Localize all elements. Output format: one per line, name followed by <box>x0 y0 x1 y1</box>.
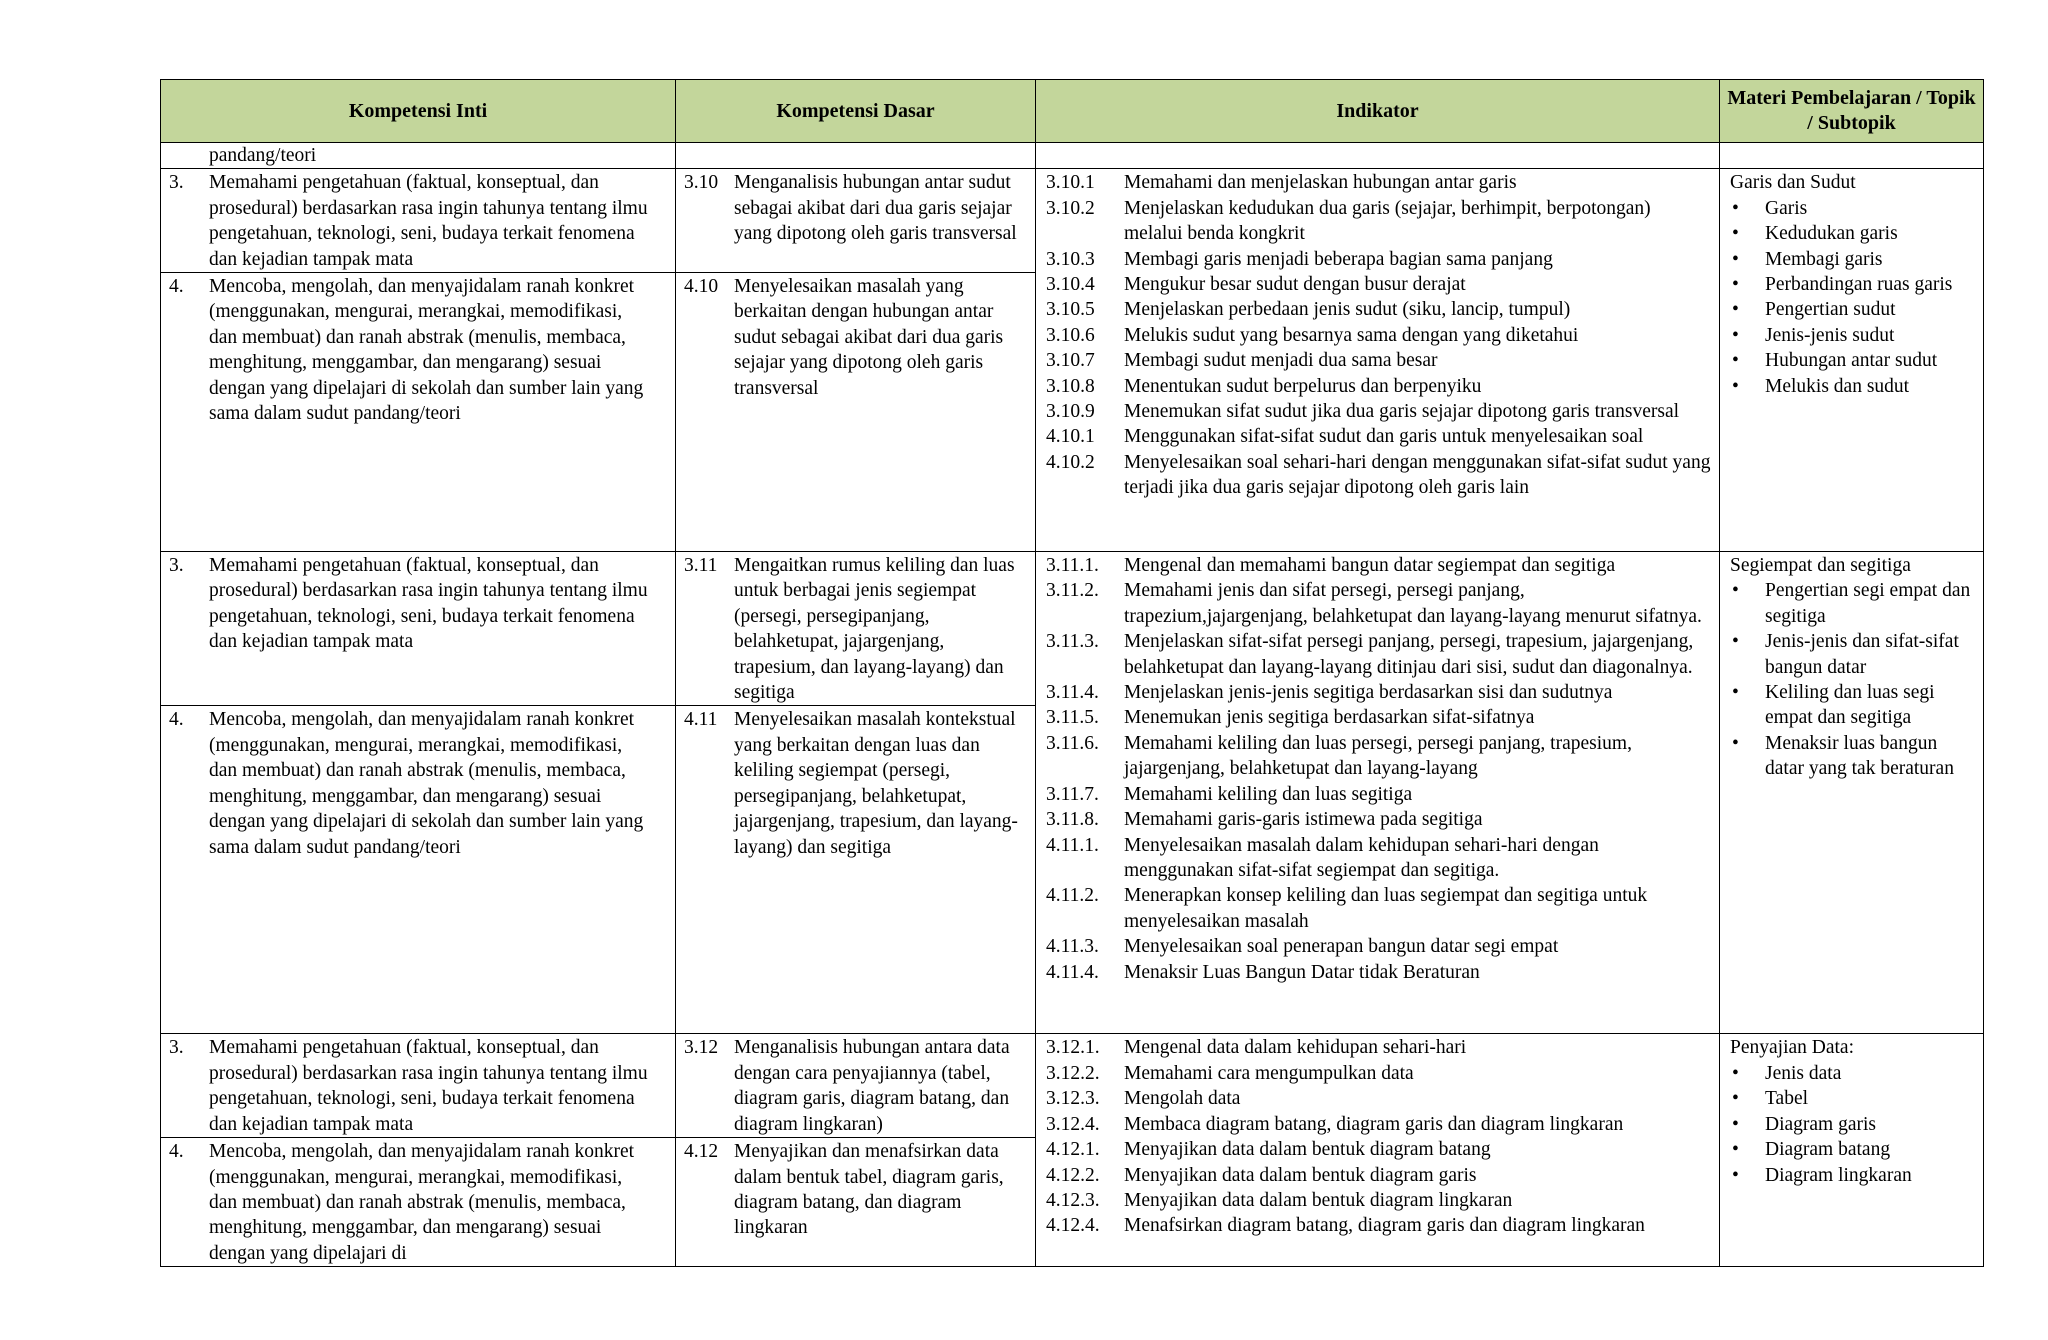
bullet-icon: • <box>1732 274 1739 296</box>
indikator-list <box>1036 169 1719 500</box>
indikator-number: 3.10.1 <box>1046 172 1095 194</box>
indikator-item <box>1046 1112 1713 1137</box>
indikator-text: Menggunakan sifat-sifat sudut dan garis untuk menyelesaikan soal <box>1124 426 1644 448</box>
list-item <box>1730 272 1977 297</box>
indikator-item <box>1046 553 1713 578</box>
indikator-number: 4.11.3. <box>1046 936 1099 958</box>
materi-item-text: Pengertian sudut <box>1765 299 1896 321</box>
kd-cell: 3.12 Menganalisis hubungan antara data dengan cara penyajiannya (tabel, diagram garis, diagram batang, dan diagram lingkaran) <box>684 1037 1010 1135</box>
indikator-text: Menemukan sifat sudut jika dua garis sejajar dipotong garis transversal <box>1124 401 1680 423</box>
materi-cell <box>1720 169 1983 399</box>
ki3-cell: 3. Memahami pengetahuan (faktual, konseptual, dan prosedural) berdasarkan rasa ingin tahunya tentang ilmu pengetahuan, teknologi, seni, budaya terkait fenomena dan kejadian tampak mata <box>169 1037 648 1135</box>
indikator-item <box>1046 705 1713 730</box>
list-item <box>1730 578 1977 629</box>
indikator-text: Menyajikan data dalam bentuk diagram batang <box>1124 1139 1491 1161</box>
indikator-number: 4.10.1 <box>1046 426 1095 448</box>
indikator-text: Memahami garis-garis istimewa pada segitiga <box>1124 809 1483 831</box>
materi-item-text: Jenis data <box>1765 1062 1842 1084</box>
indikator-number: 3.10.4 <box>1046 274 1095 296</box>
materi-item-text: Diagram lingkaran <box>1765 1164 1912 1186</box>
indikator-text: Menyajikan data dalam bentuk diagram garis <box>1124 1164 1477 1186</box>
indikator-number: 3.11.8. <box>1046 809 1099 831</box>
indikator-item <box>1046 578 1713 629</box>
list-item <box>1730 348 1977 373</box>
list-item <box>1730 629 1977 680</box>
indikator-number: 3.12.4. <box>1046 1113 1100 1135</box>
indikator-text: Menentukan sudut berpelurus dan berpenyiku <box>1124 375 1482 397</box>
indikator-text: Menemukan jenis segitiga berdasarkan sifat-sifatnya <box>1124 707 1535 729</box>
materi-item-text: Jenis-jenis dan sifat-sifat bangun datar <box>1765 631 1959 678</box>
indikator-item <box>1046 297 1713 322</box>
bullet-icon: • <box>1732 631 1739 653</box>
indikator-number: 3.10.2 <box>1046 197 1095 219</box>
list-item <box>1730 297 1977 322</box>
indikator-list <box>1036 1034 1719 1238</box>
materi-item-text: Diagram batang <box>1765 1139 1891 1161</box>
indikator-item <box>1046 680 1713 705</box>
materi-item-text: Garis <box>1765 197 1808 219</box>
list-item <box>1730 1061 1977 1086</box>
materi-item-text: Hubungan antar sudut <box>1765 350 1938 372</box>
materi-item-text: Keliling dan luas segi empat dan segitiga <box>1765 682 1935 729</box>
bullet-icon: • <box>1732 324 1739 346</box>
indikator-item <box>1046 170 1713 195</box>
bullet-icon: • <box>1732 1139 1739 1161</box>
indikator-item <box>1046 348 1713 373</box>
indikator-text: Membagi garis menjadi beberapa bagian sama panjang <box>1124 248 1553 270</box>
indikator-number: 3.11.5. <box>1046 707 1099 729</box>
ki4-cell: 4. Mencoba, mengolah, dan menyajidalam ranah konkret (menggunakan, mengurai, merangkai, memodifikasi, dan membuat) dan ranah abstrak (menulis, membaca, menghitung, menggambar, dan mengarang) sesuai dengan yang dipelajari di <box>169 1141 635 1264</box>
indikator-text: Memahami dan menjelaskan hubungan antar garis <box>1124 172 1517 194</box>
competency-table <box>160 79 1984 1267</box>
indikator-text: Melukis sudut yang besarnya sama dengan yang diketahui <box>1124 324 1579 346</box>
indikator-list <box>1036 552 1719 985</box>
indikator-item <box>1046 883 1713 934</box>
indikator-number: 4.12.2. <box>1046 1164 1100 1186</box>
indikator-text: Memahami jenis dan sifat persegi, persegi panjang, trapezium,jajargenjang, belahketupat dan layang-layang menurut sifatnya. <box>1124 580 1702 627</box>
table-row <box>161 1034 1984 1138</box>
indikator-item <box>1046 1137 1713 1162</box>
materi-item-text: Melukis dan sudut <box>1765 375 1910 397</box>
materi-item-text: Diagram garis <box>1765 1113 1877 1135</box>
indikator-item <box>1046 424 1713 449</box>
list-item <box>1730 323 1977 348</box>
bullet-icon: • <box>1732 248 1739 270</box>
indikator-item <box>1046 1188 1713 1213</box>
indikator-text: Memahami keliling dan luas persegi, persegi panjang, trapesium, jajargenjang, belahketupat dan layang-layang <box>1124 732 1632 780</box>
bullet-icon: • <box>1732 1062 1739 1084</box>
header-row <box>161 80 1984 143</box>
header-kompetensi-inti: Kompetensi Inti <box>161 80 676 143</box>
list-item <box>1730 374 1977 399</box>
bullet-icon: • <box>1732 299 1739 321</box>
continuation-row <box>161 143 1984 169</box>
indikator-number: 3.10.5 <box>1046 299 1095 321</box>
indikator-number: 3.11.4. <box>1046 682 1099 704</box>
bullet-icon: • <box>1732 682 1739 704</box>
indikator-text: Memahami cara mengumpulkan data <box>1124 1062 1414 1084</box>
table-row <box>161 552 1984 706</box>
indikator-item <box>1046 833 1713 884</box>
kd-cell: 3.10 Menganalisis hubungan antar sudut sebagai akibat dari dua garis sejajar yang dipotong oleh garis transversal <box>684 172 1017 245</box>
header-indikator: Indikator <box>1036 80 1720 143</box>
materi-list <box>1730 196 1977 399</box>
indikator-item <box>1046 782 1713 807</box>
materi-item-text: Membagi garis <box>1765 248 1883 270</box>
indikator-text: Menjelaskan kedudukan dua garis (sejajar, berhimpit, berpotongan) melalui benda kongkrit <box>1124 197 1651 245</box>
indikator-text: Menjelaskan perbedaan jenis sudut (siku, lancip, tumpul) <box>1124 299 1571 321</box>
indikator-text: Mengenal data dalam kehidupan sehari-hari <box>1124 1037 1467 1059</box>
indikator-item <box>1046 374 1713 399</box>
bullet-icon: • <box>1732 197 1739 219</box>
indikator-item <box>1046 731 1713 782</box>
indikator-number: 4.11.2. <box>1046 885 1099 907</box>
ki3-cell: 3. Memahami pengetahuan (faktual, konseptual, dan prosedural) berdasarkan rasa ingin tahunya tentang ilmu pengetahuan, teknologi, seni, budaya terkait fenomena dan kejadian tampak mata <box>169 555 648 653</box>
materi-title: Segiempat dan segitiga <box>1730 555 1911 577</box>
indikator-text: Menafsirkan diagram batang, diagram garis dan diagram lingkaran <box>1124 1215 1645 1237</box>
list-item <box>1730 1163 1977 1188</box>
materi-item-text: Tabel <box>1765 1088 1809 1110</box>
materi-item-text: Kedudukan garis <box>1765 223 1898 245</box>
indikator-number: 3.12.2. <box>1046 1062 1100 1084</box>
indikator-item <box>1046 1163 1713 1188</box>
table-row <box>161 169 1984 273</box>
indikator-item <box>1046 450 1713 501</box>
materi-item-text: Jenis-jenis sudut <box>1765 324 1895 346</box>
indikator-item <box>1046 1035 1713 1060</box>
indikator-text: Mengukur besar sudut dengan busur derajat <box>1124 274 1466 296</box>
bullet-icon: • <box>1732 1164 1739 1186</box>
materi-item-text: Menaksir luas bangun datar yang tak beraturan <box>1765 732 1954 780</box>
bullet-icon: • <box>1732 1113 1739 1135</box>
list-item <box>1730 680 1977 731</box>
indikator-text: Membaca diagram batang, diagram garis dan diagram lingkaran <box>1124 1113 1624 1135</box>
list-item <box>1730 221 1977 246</box>
bullet-icon: • <box>1732 223 1739 245</box>
materi-title: Penyajian Data: <box>1730 1037 1854 1059</box>
indikator-text: Menyelesaikan soal sehari-hari dengan menggunakan sifat-sifat sudut yang terjadi jika dua garis sejajar dipotong oleh garis lain <box>1124 451 1711 499</box>
indikator-number: 3.10.7 <box>1046 350 1095 372</box>
indikator-text: Menyelesaikan soal penerapan bangun datar segi empat <box>1124 936 1559 958</box>
materi-cell <box>1720 1034 1983 1187</box>
indikator-text: Membagi sudut menjadi dua sama besar <box>1124 350 1438 372</box>
indikator-text: Menjelaskan jenis-jenis segitiga berdasarkan sisi dan sudutnya <box>1124 682 1613 704</box>
indikator-number: 3.11.1. <box>1046 555 1099 577</box>
list-item <box>1730 196 1977 221</box>
indikator-text: Mengenal dan memahami bangun datar segiempat dan segitiga <box>1124 555 1616 577</box>
indikator-item <box>1046 934 1713 959</box>
indikator-item <box>1046 399 1713 424</box>
indikator-item <box>1046 272 1713 297</box>
bullet-icon: • <box>1732 732 1739 754</box>
indikator-number: 3.11.2. <box>1046 580 1099 602</box>
indikator-number: 4.10.2 <box>1046 451 1095 473</box>
materi-title: Garis dan Sudut <box>1730 172 1856 194</box>
indikator-text: Menyajikan data dalam bentuk diagram lingkaran <box>1124 1189 1513 1211</box>
list-item <box>1730 1137 1977 1162</box>
indikator-number: 4.11.1. <box>1046 834 1099 856</box>
indikator-number: 3.10.9 <box>1046 401 1095 423</box>
indikator-number: 4.12.4. <box>1046 1215 1100 1237</box>
list-item <box>1730 1086 1977 1111</box>
continuation-text: pandang/teori <box>209 145 317 166</box>
materi-list <box>1730 578 1977 781</box>
indikator-number: 3.10.8 <box>1046 375 1095 397</box>
indikator-text: Menerapkan konsep keliling dan luas segiempat dan segitiga untuk menyelesaikan masalah <box>1124 885 1648 932</box>
ki4-cell: 4. Mencoba, mengolah, dan menyajidalam ranah konkret (menggunakan, mengurai, merangkai, memodifikasi, dan membuat) dan ranah abstrak (menulis, membaca, menghitung, menggambar, dan mengarang) sesuai dengan yang dipelajari di sekolah dan sumber lain yang sama dalam sudut pandang/teori <box>169 709 644 858</box>
indikator-item <box>1046 323 1713 348</box>
materi-list <box>1730 1061 1977 1188</box>
kd-cell: 4.11 Menyelesaikan masalah kontekstual yang berkaitan dengan luas dan keliling segiempat (persegi, persegipanjang, belahketupat, jajargenjang, trapesium, dan layang-layang) dan segitiga <box>684 709 1018 858</box>
indikator-item <box>1046 1213 1713 1238</box>
indikator-number: 3.12.1. <box>1046 1037 1100 1059</box>
indikator-item <box>1046 629 1713 680</box>
materi-cell <box>1720 552 1983 782</box>
kd-cell: 4.12 Menyajikan dan menafsirkan data dalam bentuk tabel, diagram garis, diagram batang, dan diagram lingkaran <box>684 1141 1004 1239</box>
indikator-item <box>1046 807 1713 832</box>
list-item <box>1730 247 1977 272</box>
materi-item-text: Perbandingan ruas garis <box>1765 274 1953 296</box>
kd-cell: 4.10 Menyelesaikan masalah yang berkaitan dengan hubungan antar sudut sebagai akibat dari dua garis sejajar yang dipotong oleh garis transversal <box>684 276 1004 399</box>
indikator-item <box>1046 960 1713 985</box>
indikator-item <box>1046 1086 1713 1111</box>
indikator-number: 4.12.1. <box>1046 1139 1100 1161</box>
header-materi: Materi Pembelajaran / Topik / Subtopik <box>1720 80 1984 143</box>
list-item <box>1730 1112 1977 1137</box>
indikator-text: Mengolah data <box>1124 1088 1241 1110</box>
indikator-text: Menyelesaikan masalah dalam kehidupan sehari-hari dengan menggunakan sifat-sifat segiempat dan segitiga. <box>1124 834 1599 881</box>
kd-cell: 3.11 Mengaitkan rumus keliling dan luas untuk berbagai jenis segiempat (persegi, persegipanjang, belahketupat, jajargenjang, trapesium, dan layang-layang) dan segitiga <box>684 555 1015 704</box>
indikator-number: 4.12.3. <box>1046 1189 1100 1211</box>
indikator-item <box>1046 1061 1713 1086</box>
indikator-text: Memahami keliling dan luas segitiga <box>1124 783 1413 805</box>
indikator-number: 3.11.3. <box>1046 631 1099 653</box>
bullet-icon: • <box>1732 350 1739 372</box>
header-kompetensi-dasar: Kompetensi Dasar <box>676 80 1036 143</box>
indikator-number: 4.11.4. <box>1046 961 1099 983</box>
indikator-number: 3.11.6. <box>1046 732 1099 754</box>
ki3-cell: 3. Memahami pengetahuan (faktual, konseptual, dan prosedural) berdasarkan rasa ingin tahunya tentang ilmu pengetahuan, teknologi, seni, budaya terkait fenomena dan kejadian tampak mata <box>169 172 648 270</box>
indikator-text: Menaksir Luas Bangun Datar tidak Beraturan <box>1124 961 1480 983</box>
indikator-item <box>1046 196 1713 247</box>
list-item <box>1730 731 1977 782</box>
indikator-number: 3.10.3 <box>1046 248 1095 270</box>
indikator-text: Menjelaskan sifat-sifat persegi panjang, persegi, trapesium, jajargenjang, belahketupat dan layang-layang ditinjau dari sisi, sudut dan diagonalnya. <box>1124 631 1694 678</box>
indikator-number: 3.10.6 <box>1046 324 1095 346</box>
materi-item-text: Pengertian segi empat dan segitiga <box>1765 580 1971 627</box>
ki4-cell: 4. Mencoba, mengolah, dan menyajidalam ranah konkret (menggunakan, mengurai, merangkai, memodifikasi, dan membuat) dan ranah abstrak (menulis, membaca, menghitung, menggambar, dan mengarang) sesuai dengan yang dipelajari di sekolah dan sumber lain yang sama dalam sudut pandang/teori <box>169 276 644 425</box>
indikator-number: 3.12.3. <box>1046 1088 1100 1110</box>
bullet-icon: • <box>1732 580 1739 602</box>
bullet-icon: • <box>1732 1088 1739 1110</box>
bullet-icon: • <box>1732 375 1739 397</box>
indikator-number: 3.11.7. <box>1046 783 1099 805</box>
indikator-item <box>1046 247 1713 272</box>
